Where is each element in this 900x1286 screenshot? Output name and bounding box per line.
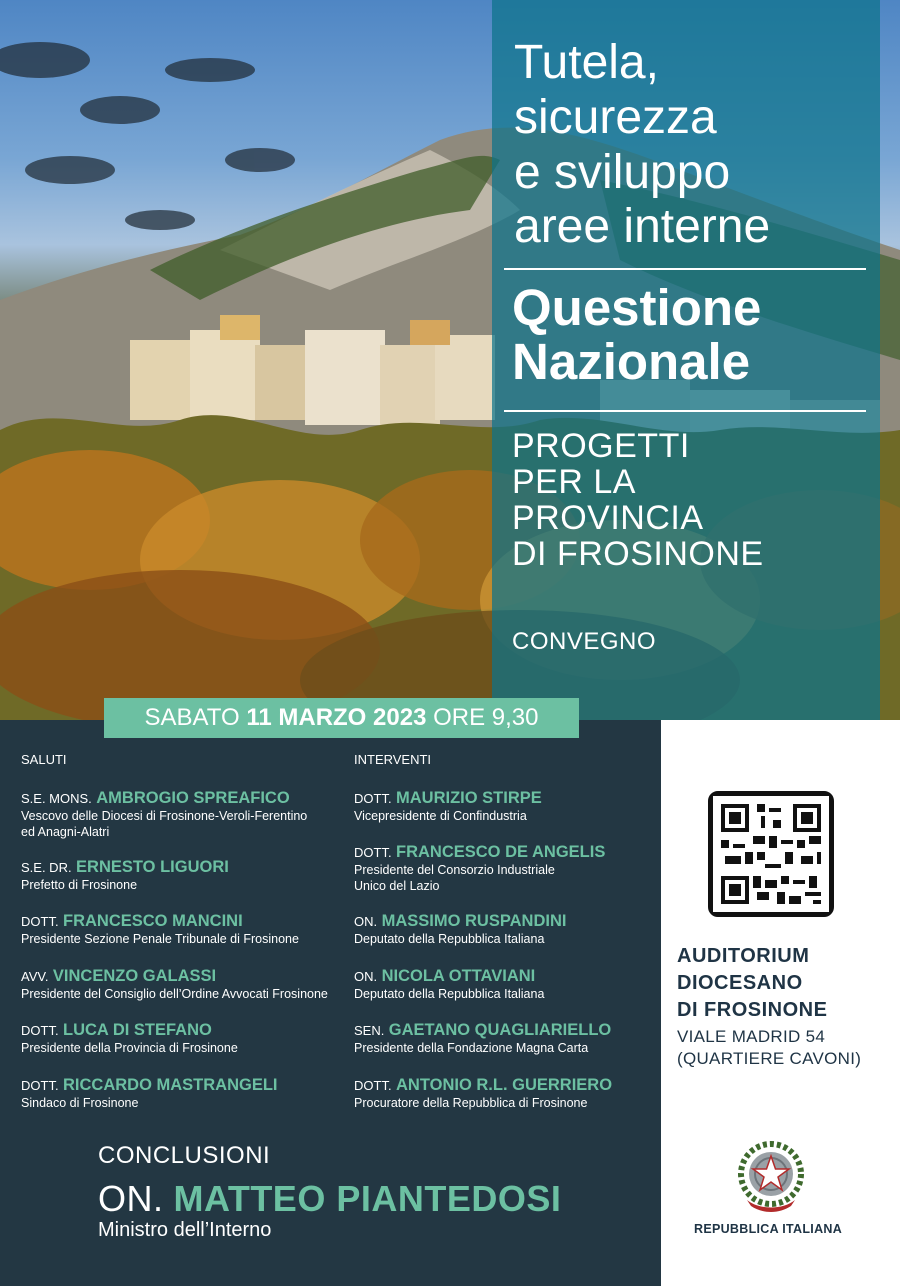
speaker-role: Sindaco di Frosinone: [21, 1096, 139, 1110]
speaker-title: SEN.: [354, 1023, 385, 1038]
speaker-saluti-1: [21, 789, 341, 840]
speaker-saluti-4: [21, 967, 351, 1002]
highlight-line-2: Nazionale: [512, 333, 751, 390]
conclusioni-label: CONCLUSIONI: [98, 1142, 271, 1169]
conclusioni-speaker: [98, 1178, 561, 1220]
venue-name-line-2: DIOCESANO: [677, 972, 803, 994]
speaker-title: DOTT.: [354, 1078, 392, 1093]
date-day: SABATO: [144, 704, 240, 731]
speaker-name: RICCARDO MASTRANGELI: [63, 1076, 278, 1094]
date-time: ORE 9,30: [433, 704, 539, 731]
venue-address-line-1: VIALE MADRID 54: [677, 1027, 826, 1046]
speaker-name: MAURIZIO STIRPE: [396, 789, 542, 807]
speaker-role: Vescovo delle Diocesi di Frosinone-Veroli-Ferentino: [21, 809, 308, 823]
speaker-interventi-2: [354, 843, 654, 894]
speaker-role: Procuratore della Repubblica di Frosinone: [354, 1096, 588, 1110]
speaker-interventi-5: [354, 1021, 654, 1056]
speaker-name: ANTONIO R.L. GUERRIERO: [396, 1076, 613, 1094]
saluti-heading: SALUTI: [21, 752, 67, 767]
title-line-2: sicurezza: [514, 91, 717, 144]
conclusioni-role: Ministro dell’Interno: [98, 1219, 272, 1241]
speaker-interventi-3: [354, 912, 654, 947]
speaker-title: DOTT.: [21, 914, 59, 929]
conclusioni-name: MATTEO PIANTEDOSI: [173, 1178, 562, 1219]
speaker-role: Deputato della Repubblica Italiana: [354, 932, 545, 946]
highlight-divider: [504, 410, 866, 412]
speaker-title: DOTT.: [354, 845, 392, 860]
speaker-saluti-5: [21, 1021, 341, 1056]
speaker-name: VINCENZO GALASSI: [52, 967, 217, 985]
speaker-title: S.E. MONS.: [21, 791, 92, 806]
speaker-title: DOTT.: [354, 791, 392, 806]
speaker-role: Unico del Lazio: [354, 879, 440, 893]
speaker-role: Presidente Sezione Penale Tribunale di Frosinone: [21, 932, 299, 946]
interventi-heading: INTERVENTI: [354, 752, 432, 767]
speaker-title: ON.: [354, 969, 378, 984]
speaker-name: LUCA DI STEFANO: [63, 1021, 212, 1039]
date-banner: [104, 698, 579, 738]
speaker-title: DOTT.: [21, 1078, 59, 1093]
speaker-name: FRANCESCO DE ANGELIS: [396, 843, 606, 861]
speaker-title: S.E. DR.: [21, 860, 72, 875]
qr-code-icon[interactable]: [708, 791, 834, 917]
speaker-title: ON.: [354, 914, 378, 929]
title-divider: [504, 268, 866, 270]
speaker-role: Presidente della Provincia di Frosinone: [21, 1041, 238, 1055]
speaker-saluti-3: [21, 912, 341, 947]
speaker-name: MASSIMO RUSPANDINI: [381, 912, 567, 930]
speaker-name: FRANCESCO MANCINI: [63, 912, 243, 930]
speaker-role: Presidente del Consorzio Industriale: [354, 863, 555, 877]
speaker-role: Deputato della Repubblica Italiana: [354, 987, 545, 1001]
title-line-3: e sviluppo: [514, 146, 731, 199]
speaker-interventi-6: [354, 1076, 654, 1111]
speaker-interventi-4: [354, 967, 654, 1002]
highlight-line-1: Questione: [512, 279, 762, 336]
speaker-name: AMBROGIO SPREAFICO: [96, 789, 290, 807]
speaker-interventi-1: [354, 789, 654, 824]
speaker-role: ed Anagni-Alatri: [21, 825, 110, 839]
speaker-role: Prefetto di Frosinone: [21, 878, 138, 892]
speaker-saluti-2: [21, 858, 341, 893]
title-line-1: Tutela,: [514, 36, 659, 89]
speaker-role: Presidente della Fondazione Magna Carta: [354, 1041, 589, 1055]
subtitle-line-4: DI FROSINONE: [512, 535, 764, 573]
repubblica-italiana-emblem-icon: [735, 1140, 807, 1216]
title-panel: [492, 0, 880, 720]
speaker-saluti-6: [21, 1076, 341, 1111]
venue-name-line-1: AUDITORIUM: [677, 945, 810, 967]
speaker-title: AVV.: [21, 969, 49, 984]
speaker-role: Presidente del Consiglio dell’Ordine Avvocati Frosinone: [21, 987, 328, 1001]
repubblica-italiana-label: REPUBBLICA ITALIANA: [694, 1222, 843, 1236]
speaker-name: ERNESTO LIGUORI: [76, 858, 229, 876]
conclusioni-title: ON.: [98, 1178, 164, 1219]
speaker-role: Vicepresidente di Confindustria: [354, 809, 527, 823]
speaker-name: GAETANO QUAGLIARIELLO: [388, 1021, 612, 1039]
event-type: CONVEGNO: [512, 628, 657, 655]
subtitle-line-1: PROGETTI: [512, 427, 690, 465]
subtitle-line-3: PROVINCIA: [512, 499, 704, 537]
venue-name-line-3: DI FROSINONE: [677, 999, 828, 1021]
speaker-title: DOTT.: [21, 1023, 59, 1038]
speaker-name: NICOLA OTTAVIANI: [381, 967, 536, 985]
title-line-4: aree interne: [514, 200, 771, 253]
date-date: 11 MARZO 2023: [246, 704, 427, 731]
venue-address-line-2: (QUARTIERE CAVONI): [677, 1049, 862, 1068]
subtitle-line-2: PER LA: [512, 463, 636, 501]
